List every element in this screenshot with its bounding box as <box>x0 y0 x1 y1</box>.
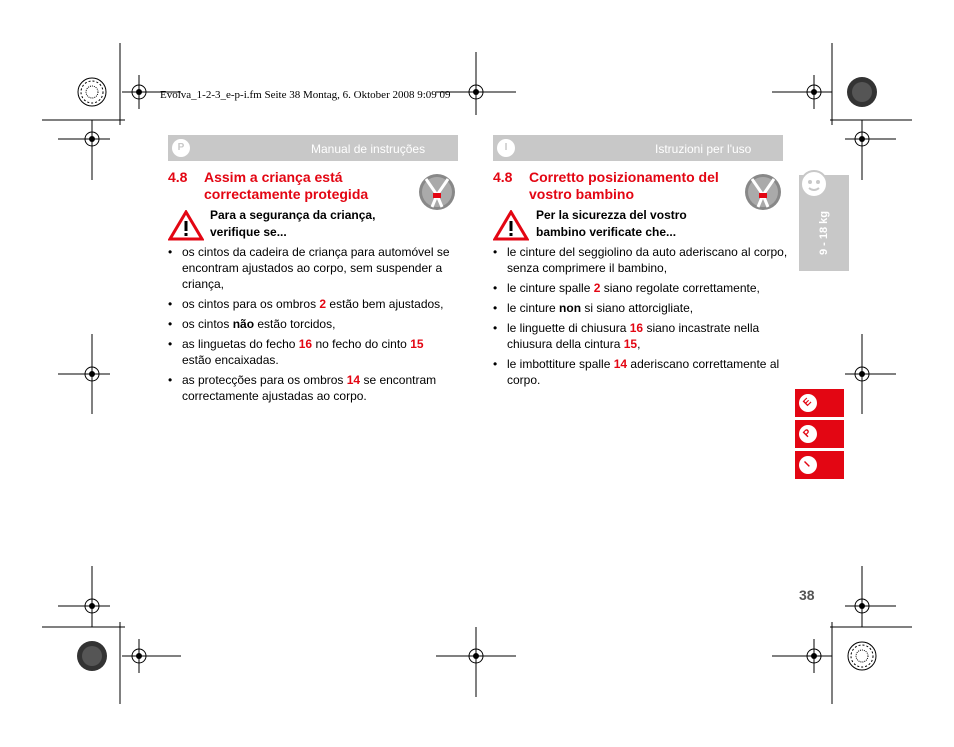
list-item: • le cinture spalle 2 siano regolate correttamente, <box>493 280 788 296</box>
language-tab-label: P <box>795 421 820 446</box>
warning-icon <box>493 210 529 241</box>
child-seat-belt-icon <box>744 173 782 211</box>
language-bar-portuguese <box>168 135 458 161</box>
checklist-italian <box>493 244 788 392</box>
warning-icon <box>168 210 204 241</box>
warning-text-portuguese: Para a segurança da criança, verifique se... <box>210 208 376 239</box>
page-number: 38 <box>799 587 815 603</box>
manual-title-italian: Istruzioni per l'uso <box>655 142 752 156</box>
list-item: • le cinture del seggiolino da auto aderiscano al corpo, senza comprimere il bambino, <box>493 244 788 276</box>
language-badge-p: P <box>172 139 190 157</box>
section-number: 4.8 <box>493 169 513 185</box>
language-tab-i <box>795 451 844 479</box>
list-item: • os cintos para os ombros 2 estão bem ajustados, <box>168 296 468 312</box>
section-title: Assim a criança está correctamente protegida <box>204 169 369 202</box>
weight-group-label: 9 - 18 kg <box>818 210 830 256</box>
language-tab-label: E <box>795 390 820 415</box>
warning-text-italian: Per la sicurezza del vostro bambino verificate che... <box>536 208 687 239</box>
language-tab-e <box>795 389 844 417</box>
checklist-portuguese <box>168 244 468 408</box>
list-item: • os cintos não estão torcidos, <box>168 316 468 332</box>
section-title: Corretto posizionamento del vostro bambino <box>529 169 719 202</box>
language-badge-i: I <box>497 139 515 157</box>
section-heading-portuguese <box>168 169 408 205</box>
list-item: • le cinture non si siano attorcigliate, <box>493 300 788 316</box>
section-heading-italian <box>493 169 733 205</box>
language-bar-italian <box>493 135 783 161</box>
section-number: 4.8 <box>168 169 188 185</box>
list-item: • as protecções para os ombros 14 se encontram correctamente ajustadas ao corpo. <box>168 372 468 404</box>
manual-title-portuguese: Manual de instruções <box>311 142 426 156</box>
list-item: • as linguetas do fecho 16 no fecho do cinto 15 estão encaixadas. <box>168 336 468 368</box>
file-info-header: Evolva_1-2-3_e-p-i.fm Seite 38 Montag, 6. Oktober 2008 9:09 09 <box>160 89 451 101</box>
child-seat-belt-icon <box>418 173 456 211</box>
list-item: • le imbottiture spalle 14 aderiscano correttamente al corpo. <box>493 356 788 388</box>
language-tab-p <box>795 420 844 448</box>
language-tab-label: I <box>795 452 820 477</box>
list-item: • os cintos da cadeira de criança para automóvel se encontram ajustados ao corpo, sem suspender a criança, <box>168 244 468 292</box>
list-item: • le linguette di chiusura 16 siano incastrate nella chiusura della cintura 15, <box>493 320 788 352</box>
baby-face-icon <box>798 168 830 200</box>
